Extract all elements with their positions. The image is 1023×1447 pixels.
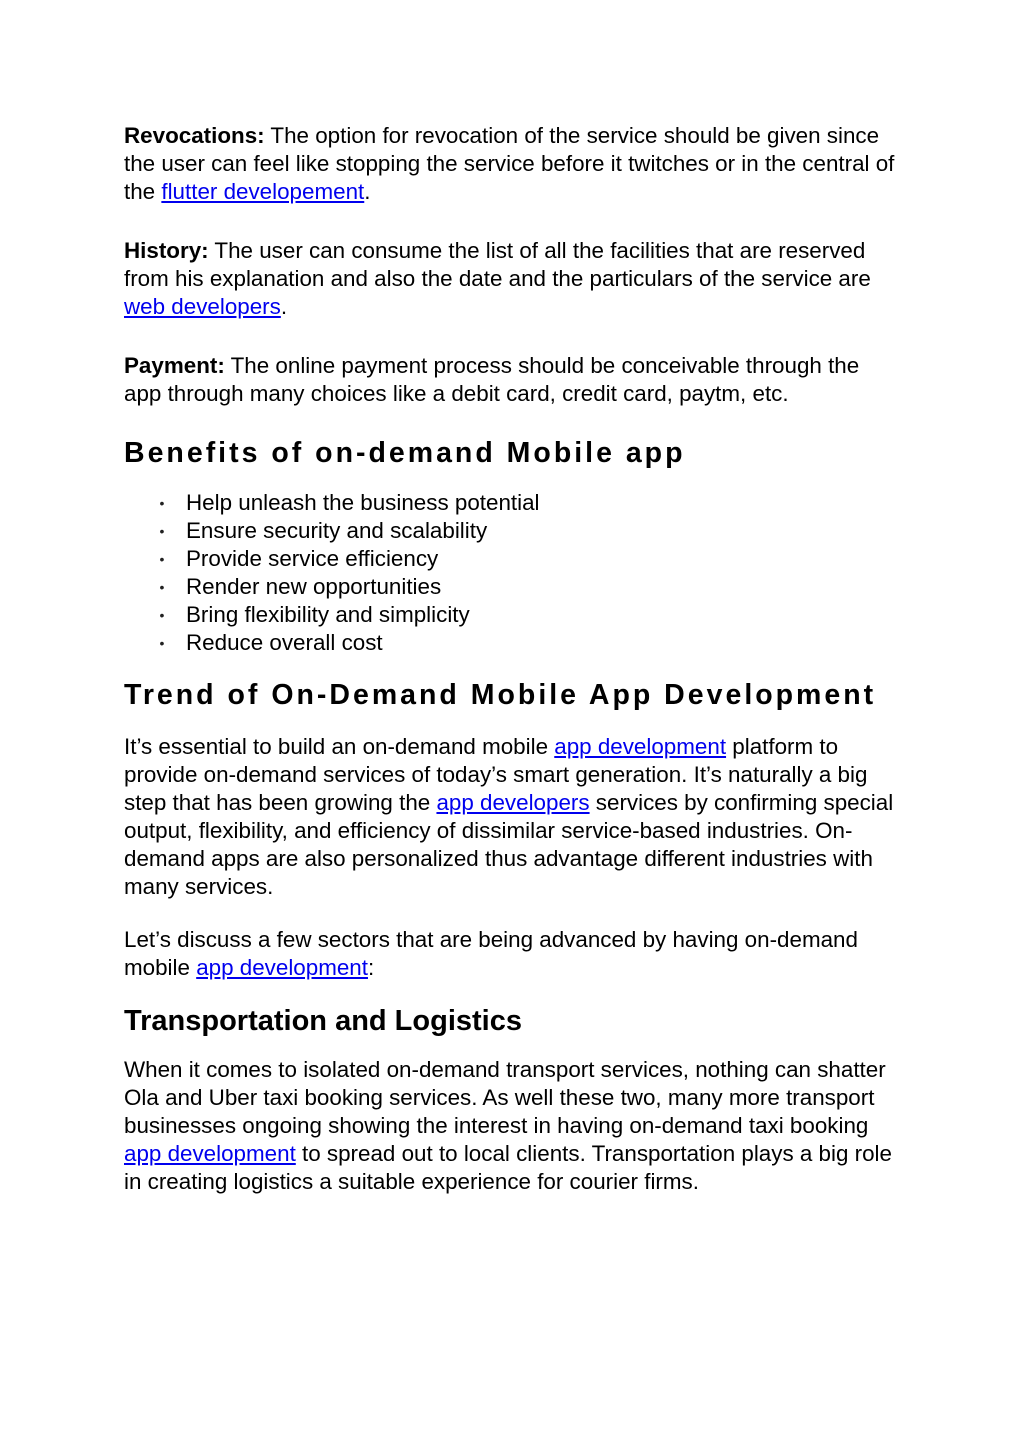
term-revocations: Revocations: — [124, 123, 265, 148]
term-payment: Payment: — [124, 353, 225, 378]
bullet-icon: • — [159, 495, 165, 511]
history-end: . — [280, 294, 288, 319]
transport-text-2: to spread out to local clients. Transportation plays a big role in creating logistics a suitable experience for courier firms. — [124, 1141, 892, 1194]
paragraph-trend-intro — [124, 733, 899, 901]
link-flutter-developement[interactable]: flutter developement — [161, 179, 365, 204]
term-history: History: — [124, 238, 209, 263]
list-item — [159, 517, 899, 545]
paragraph-trend-sectors — [124, 926, 899, 982]
heading-transportation: Transportation and Logistics — [124, 1005, 522, 1037]
sectors-text-1: Let’s discuss a few sectors that are being advanced by having on-demand mobile — [124, 927, 858, 980]
document-page — [124, 122, 899, 1196]
paragraph-payment — [124, 352, 899, 408]
list-item-text: Bring flexibility and simplicity — [186, 602, 470, 627]
bullet-icon: • — [159, 607, 165, 623]
list-item-text: Provide service efficiency — [186, 546, 439, 571]
trend-text-2: platform to provide on-demand services of today’s smart generation. It’s naturally a big step that has been growing the — [124, 734, 868, 815]
list-item — [159, 573, 899, 601]
link-app-development-2[interactable]: app development — [196, 955, 368, 980]
revocations-end: . — [364, 179, 371, 204]
link-web-developers[interactable]: web developers — [124, 294, 281, 319]
bullet-icon: • — [159, 551, 165, 567]
heading-trend: Trend of On-Demand Mobile App Development — [124, 679, 877, 711]
list-item — [159, 545, 899, 573]
link-app-developers[interactable]: app developers — [436, 790, 590, 815]
bullet-icon: • — [159, 635, 165, 651]
link-app-development-3[interactable]: app development — [124, 1141, 296, 1166]
paragraph-history — [124, 237, 899, 321]
list-item — [159, 601, 899, 629]
list-item-text: Ensure security and scalability — [186, 518, 488, 543]
bullet-icon: • — [159, 579, 165, 595]
heading-benefits: Benefits of on-demand Mobile app — [124, 437, 686, 469]
list-item — [159, 629, 899, 657]
revocations-text: The option for revocation of the service should be given since the user can feel like stopping the service before it twitches or in the central of the — [124, 123, 895, 204]
paragraph-revocations — [124, 122, 899, 206]
transport-text-1: When it comes to isolated on-demand transport services, nothing can shatter Ola and Uber taxi booking services. As well these two, many more transport businesses ongoing showing the interest in having on-demand taxi booking — [124, 1057, 886, 1138]
list-item-text: Render new opportunities — [186, 574, 442, 599]
trend-text-1: It’s essential to build an on-demand mobile — [124, 734, 555, 759]
bullet-icon: • — [159, 523, 165, 539]
list-item-text: Help unleash the business potential — [186, 490, 540, 515]
trend-text-3: services by confirming special output, flexibility, and efficiency of dissimilar service-based industries. On-demand apps are also personalized thus advantage different industries with many services. — [124, 790, 894, 899]
sectors-text-2: : — [367, 955, 375, 980]
link-app-development[interactable]: app development — [554, 734, 727, 759]
payment-text: The online payment process should be conceivable through the app through many choices like a debit card, credit card, paytm, etc. — [124, 353, 860, 406]
paragraph-transportation — [124, 1056, 899, 1196]
list-item-text: Reduce overall cost — [186, 630, 383, 655]
list-item — [159, 489, 899, 517]
benefits-list — [124, 489, 899, 657]
history-text: The user can consume the list of all the facilities that are reserved from his explanation and also the date and the particulars of the service are — [124, 238, 871, 291]
